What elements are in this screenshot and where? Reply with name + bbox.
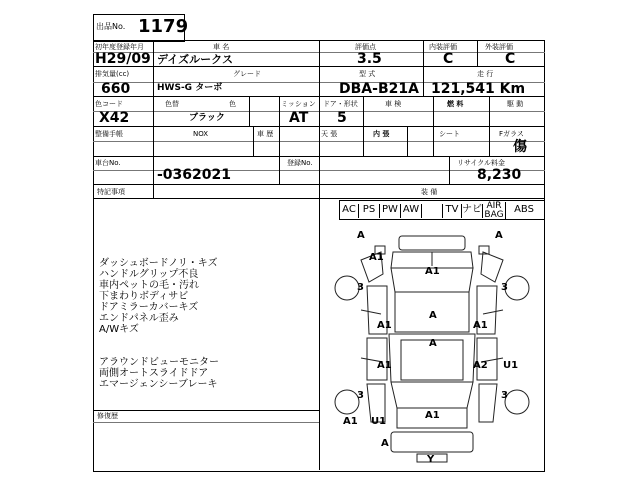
history-label: 車 歴	[257, 130, 274, 138]
color-change-label: 色替	[165, 100, 179, 108]
mission-value: AT	[289, 110, 309, 126]
remark-line: アラウンドビューモニター	[99, 357, 219, 368]
equip-tv: TV	[443, 204, 462, 218]
inner-lining-label: 内 張	[373, 130, 390, 138]
displacement-label: 排気量(cc)	[95, 70, 130, 78]
first-reg-label: 初年度登録年月	[95, 43, 144, 51]
remark-line: A/Wキズ	[99, 324, 139, 335]
color-code-value: X42	[99, 110, 130, 126]
chassis-label: 車台No.	[95, 159, 121, 167]
seat-label: シート	[439, 130, 460, 138]
car-name-label: 車 名	[213, 43, 230, 51]
damage-mark: A1	[425, 266, 440, 277]
remark-line: ドアミラーカバーキズ	[99, 302, 199, 313]
doors-label: ドア・形状	[323, 100, 358, 108]
equip-navi: ナビ	[462, 204, 483, 218]
damage-mark: U1	[371, 416, 387, 427]
model-value: DBA-B21A	[339, 81, 419, 97]
interior-grade-value: C	[443, 51, 454, 67]
exterior-grade-value: C	[505, 51, 516, 67]
inspection-label: 車 検	[385, 100, 402, 108]
auction-sheet	[93, 8, 545, 472]
manual-label: 整備手帳	[95, 130, 123, 138]
notes-title: 特記事項	[97, 188, 125, 196]
lot-number-box	[93, 14, 189, 42]
displacement-value: 660	[101, 81, 131, 97]
chassis-value: -0362021	[157, 167, 231, 183]
damage-mark: A	[357, 230, 365, 241]
grade-label: グレード	[233, 70, 261, 78]
equip-airbag: AIR BAG	[483, 202, 506, 220]
damage-mark: A1	[473, 320, 488, 331]
color-value: ブラック	[189, 113, 225, 123]
exterior-grade-label: 外装評価	[485, 43, 513, 51]
damage-mark: A1	[377, 320, 392, 331]
fuel-label: 燃 料	[447, 100, 464, 108]
drive-label: 駆 動	[507, 100, 524, 108]
equipment-row	[339, 200, 545, 220]
model-label: 型 式	[359, 70, 376, 78]
nox-label: NOX	[193, 130, 209, 138]
first-reg-value: H29/09	[95, 51, 151, 67]
damage-mark: U1	[503, 360, 519, 371]
damage-mark: A	[381, 438, 389, 449]
recycle-value: 8,230	[477, 167, 522, 183]
recycle-label: リサイクル料金	[457, 159, 506, 167]
mileage-value: 121,541 Km	[431, 81, 526, 97]
front-glass-value: 傷	[513, 139, 527, 155]
repair-history-label: 修復歴	[97, 412, 118, 420]
car-name-value: デイズルークス	[157, 53, 234, 66]
remark-line: 車内ペットの毛・汚れ	[99, 280, 199, 291]
remark-line: エンドパネル歪み	[99, 313, 179, 324]
damage-mark: A1	[425, 410, 440, 421]
mileage-label: 走 行	[477, 70, 494, 78]
score-label: 評価点	[355, 43, 376, 51]
equip-blank	[422, 204, 443, 218]
damage-mark: A1	[377, 360, 392, 371]
remark-line: ダッシュボードノリ・キズ	[99, 258, 218, 269]
ceiling-label: 天 張	[321, 130, 338, 138]
damage-mark: 3	[501, 390, 508, 401]
registration-label: 登録No.	[287, 159, 313, 167]
damage-mark: A1	[343, 416, 358, 427]
damage-mark: A2	[473, 360, 488, 371]
equipment-title: 装 備	[421, 188, 438, 196]
equip-aw: AW	[401, 204, 422, 218]
equip-pw: PW	[380, 204, 401, 218]
equip-ac: AC	[340, 204, 359, 218]
mission-label: ミッション	[281, 100, 316, 108]
grade-value: HWS-G ターボ	[157, 83, 223, 93]
damage-mark: A	[429, 338, 437, 349]
equip-abs: ABS	[514, 204, 534, 215]
remark-line: 下まわりボディサビ	[99, 291, 189, 302]
damage-mark: A1	[369, 252, 384, 263]
damage-mark: A	[495, 230, 503, 241]
color-code-label: 色コード	[95, 100, 123, 108]
lot-label: 出品No.	[96, 22, 126, 31]
doors-value: 5	[337, 110, 347, 126]
damage-mark: 3	[501, 282, 508, 293]
equip-ps: PS	[359, 204, 380, 218]
damage-mark: A	[429, 310, 437, 321]
interior-grade-label: 内装評価	[429, 43, 457, 51]
damage-mark: 3	[357, 390, 364, 401]
remark-line: エマージェンシーブレーキ	[99, 379, 218, 390]
damage-mark: Y	[427, 454, 435, 465]
remark-line: ハンドルグリップ不良	[99, 269, 199, 280]
color-label: 色	[229, 100, 236, 108]
front-glass-label: Fガラス	[499, 130, 524, 138]
remark-line: 両側オートスライドドア	[99, 368, 209, 379]
lot-number: 1179	[138, 16, 189, 37]
damage-mark: 3	[357, 282, 364, 293]
score-value: 3.5	[357, 51, 382, 67]
